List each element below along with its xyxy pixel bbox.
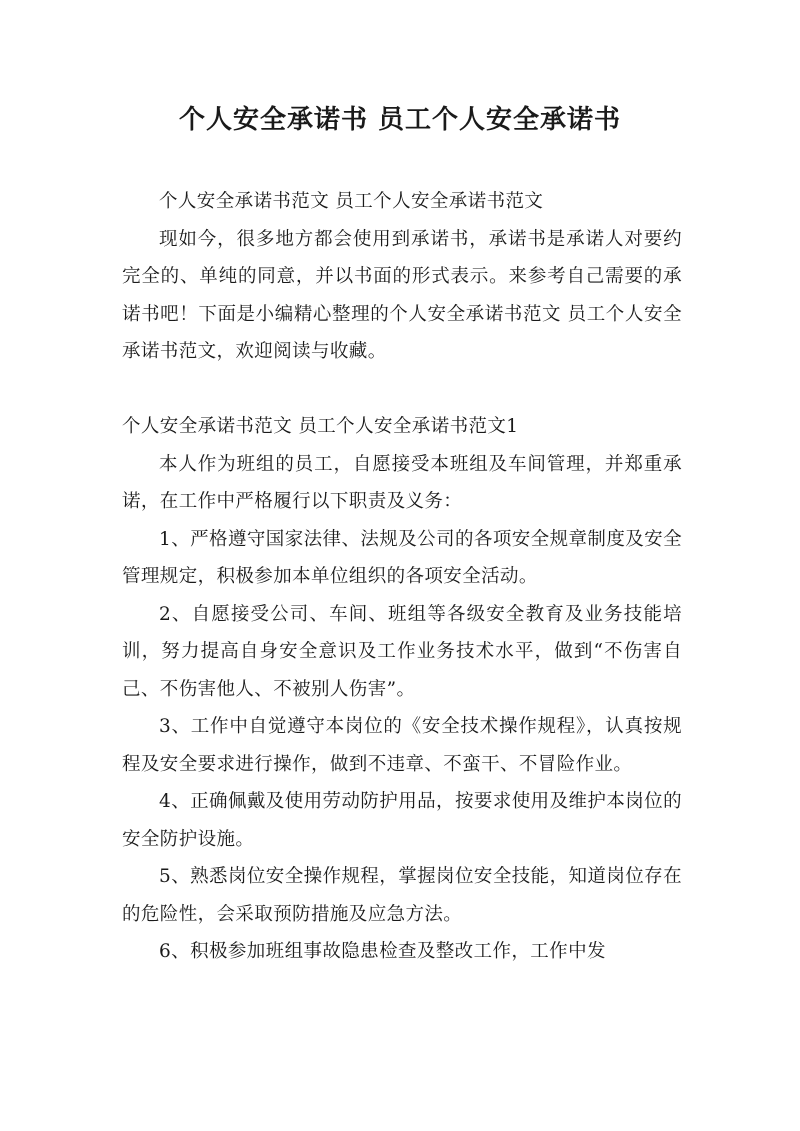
paragraph-spacer [122, 371, 682, 409]
section-heading: 个人安全承诺书范文 员工个人安全承诺书范文1 [122, 416, 519, 437]
commitment-item-2: 2、自愿接受公司、车间、班组等各级安全教育及业务技能培训，努力提高自身安全意识及工作业务技术水平，做到“不伤害自己、不伤害他人、不被别人伤害”。 [122, 603, 682, 700]
intro-paragraph: 现如今，很多地方都会使用到承诺书，承诺书是承诺人对要约完全的、单纯的同意，并以书面的形式表示。来参考自己需要的承诺书吧！下面是小编精心整理的个人安全承诺书范文 员工个人安全承诺书范文，欢迎阅读与收藏。 [122, 228, 682, 362]
document-body [122, 183, 682, 971]
commitment-item-4: 4、正确佩戴及使用劳动防护用品，按要求使用及维护本岗位的安全防护设施。 [122, 791, 682, 850]
commitment-item-3: 3、工作中自觉遵守本岗位的《安全技术操作规程》，认真按规程及安全要求进行操作，做到不违章、不蛮干、不冒险作业。 [122, 716, 682, 775]
intro-subtitle: 个人安全承诺书范文 员工个人安全承诺书范文 [159, 191, 544, 212]
section-opening: 本人作为班组的员工，自愿接受本班组及车间管理，并郑重承诺，在工作中严格履行以下职责及义务： [122, 453, 682, 512]
commitment-item-5: 5、熟悉岗位安全操作规程，掌握岗位安全技能，知道岗位存在的危险性，会采取预防措施及应急方法。 [122, 866, 682, 925]
commitment-item-1: 1、严格遵守国家法律、法规及公司的各项安全规章制度及安全管理规定，积极参加本单位组织的各项安全活动。 [122, 528, 682, 587]
commitment-item-6: 6、积极参加班组事故隐患检查及整改工作，工作中发 [159, 941, 606, 962]
document-title: 个人安全承诺书 员工个人安全承诺书 [178, 105, 622, 135]
